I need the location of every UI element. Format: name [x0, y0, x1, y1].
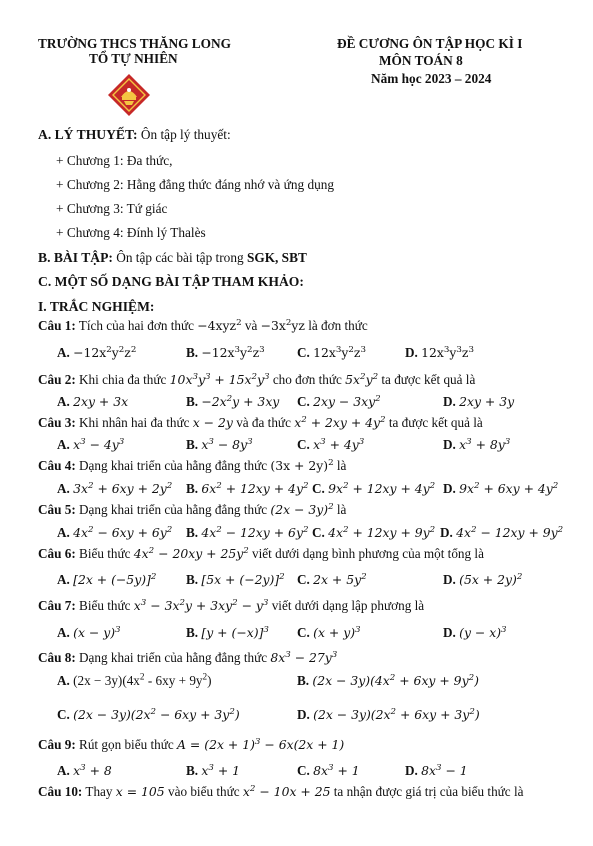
question-text: Rút gọn biểu thức — [79, 737, 174, 752]
exercises-line — [38, 250, 307, 266]
option-label: A. — [57, 625, 70, 640]
option-label: C. — [57, 707, 70, 722]
option-label: A. — [57, 437, 70, 452]
option-label: C. — [312, 481, 325, 496]
math-expr: $5x^2y^2$ — [345, 371, 379, 387]
option-label: A. — [57, 525, 70, 540]
option-label: A. — [57, 481, 70, 496]
option-label: C. — [297, 763, 310, 778]
option-a[interactable]: A. $4x^2 - 6xy + 6y^2$ — [57, 524, 173, 540]
option-label: B. — [186, 525, 199, 540]
question-label: Câu 5: — [38, 502, 76, 517]
option-label: D. — [297, 707, 310, 722]
school-year: Năm học 2023 – 2024 — [371, 71, 492, 86]
question-text: Dạng khai triển của hằng đẳng thức — [79, 458, 268, 473]
question-label: Câu 8: — [38, 650, 76, 665]
subject-title: MÔN TOÁN 8 — [379, 53, 463, 68]
option-a[interactable]: A. $(x - y)^3$ — [57, 624, 121, 640]
option-a[interactable]: A. $x^3 - 4y^3$ — [57, 436, 125, 452]
option-b[interactable]: B. $[y + (-x)]^3$ — [186, 624, 269, 640]
option-a[interactable]: A. $(2x - 3y)(4x^2 - 6xy + 9y^2)$ — [57, 671, 212, 688]
option-d[interactable]: D. $12x^3y^3z^3$ — [405, 344, 474, 360]
option-b[interactable]: B. $(2x - 3y)(4x^2 + 6xy + 9y^2)$ — [297, 672, 479, 688]
option-label: C. — [297, 437, 310, 452]
question-text: và đa thức — [236, 415, 291, 430]
question-text: ta nhận được giá trị của biểu thức là — [333, 784, 524, 799]
question-text: Tích của hai đơn thức — [78, 318, 194, 333]
option-label: B. — [186, 572, 199, 587]
question-text: Biểu thức — [79, 598, 131, 613]
option-d[interactable]: D. $9x^2 + 6xy + 4y^2$ — [443, 480, 559, 496]
theory-item: + Chương 2: Hằng đẳng thức đáng nhớ và ứng dụng — [56, 177, 335, 192]
question-text: là — [336, 458, 347, 473]
option-d[interactable]: D. $(5x + 2y)^2$ — [443, 571, 523, 587]
option-label: A. — [57, 345, 70, 360]
option-b[interactable]: B. $6x^2 + 12xy + 4y^2$ — [186, 480, 309, 496]
option-c[interactable]: C. $2x + 5y^2$ — [297, 571, 367, 587]
question-label: Câu 7: — [38, 598, 76, 613]
option-label: D. — [440, 525, 453, 540]
question-6 — [38, 546, 484, 562]
exercises-heading: B. BÀI TẬP: — [38, 250, 113, 265]
option-b[interactable]: B. $x^3 + 1$ — [186, 762, 241, 778]
question-label: Câu 3: — [38, 415, 76, 430]
option-d[interactable]: D. $8x^3 - 1$ — [405, 762, 468, 778]
question-9 — [38, 737, 344, 753]
question-3 — [38, 415, 483, 431]
math-expr: $8x^3 - 27y^3$ — [270, 649, 338, 665]
theory-line — [38, 127, 231, 143]
question-text: ta được kết quả là — [388, 415, 483, 430]
question-text: Thay — [85, 784, 113, 799]
option-label: C. — [297, 394, 310, 409]
option-b[interactable]: B. $-2x^2y + 3xy$ — [186, 393, 280, 409]
option-label: A. — [57, 763, 70, 778]
option-label: B. — [186, 345, 199, 360]
question-text: ta được kết quả là — [381, 372, 476, 387]
doc-title: ĐỀ CƯƠNG ÔN TẬP HỌC KÌ I — [337, 36, 523, 51]
option-label: D. — [443, 481, 456, 496]
question-1 — [38, 318, 368, 334]
option-label: B. — [297, 673, 310, 688]
option-label: C. — [297, 345, 310, 360]
option-a[interactable]: A. 2xy + 3x — [57, 394, 129, 409]
option-c[interactable]: C. $(2x - 3y)(2x^2 - 6xy + 3y^2)$ — [57, 706, 240, 722]
option-b[interactable]: B. $x^3 - 8y^3$ — [186, 436, 253, 452]
question-text: Biểu thức — [79, 546, 131, 561]
school-logo — [107, 73, 151, 117]
question-text: là đơn thức — [308, 318, 368, 333]
math-expr: $4x^2 - 20xy + 25y^2$ — [133, 545, 249, 561]
option-c[interactable]: C. $(x + y)^3$ — [297, 624, 361, 640]
option-d[interactable]: D. $(y - x)^3$ — [443, 624, 507, 640]
math-expr: x = 105 — [115, 784, 165, 799]
option-c[interactable]: C. $2xy - 3xy^2$ — [297, 393, 381, 409]
question-5 — [38, 502, 346, 518]
mcq-heading: I. TRẮC NGHIỆM: — [38, 299, 155, 314]
question-label: Câu 1: — [38, 318, 76, 333]
option-c[interactable]: C. $8x^3 + 1$ — [297, 762, 360, 778]
option-label: D. — [443, 625, 456, 640]
option-label: D. — [443, 437, 456, 452]
school-name: TRƯỜNG THCS THĂNG LONG — [38, 36, 231, 51]
option-label: B. — [186, 394, 199, 409]
option-c[interactable]: C. $12x^3y^2z^3$ — [297, 344, 366, 360]
question-label: Câu 6: — [38, 546, 76, 561]
question-text: Khi chia đa thức — [79, 372, 167, 387]
math-expr: $-3x^2yz$ — [260, 317, 305, 333]
question-text: cho đơn thức — [272, 372, 342, 387]
option-c[interactable]: C. $9x^2 + 12xy + 4y^2$ — [312, 480, 436, 496]
question-label: Câu 2: — [38, 372, 76, 387]
option-label: A. — [57, 572, 70, 587]
question-text: vào biểu thức — [168, 784, 240, 799]
option-label: B. — [186, 481, 199, 496]
math-expr: $(2x - 3y)^2$ — [270, 501, 334, 517]
option-c[interactable]: C. $x^3 + 4y^3$ — [297, 436, 365, 452]
question-text: là — [336, 502, 347, 517]
question-text: Dạng khai triển của hằng đẳng thức — [79, 650, 268, 665]
theory-intro: Ôn tập lý thuyết: — [140, 127, 231, 142]
theory-heading: A. LÝ THUYẾT: — [38, 127, 138, 142]
math-expr: $(3x + 2y)^2$ — [270, 457, 334, 473]
question-8 — [38, 650, 337, 666]
option-label: C. — [312, 525, 325, 540]
theory-item: + Chương 1: Đa thức, — [56, 153, 173, 168]
option-c[interactable]: C. $4x^2 + 12xy + 9y^2$ — [312, 524, 436, 540]
question-label: Câu 4: — [38, 458, 76, 473]
option-b[interactable]: B. $4x^2 - 12xy + 6y^2$ — [186, 524, 309, 540]
exercises-text: Ôn tập các bài tập trong — [116, 250, 244, 265]
question-text: và — [244, 318, 258, 333]
question-text: viết dưới dạng bình phương của một tổng là — [252, 546, 484, 561]
theory-item: + Chương 4: Đính lý Thalès — [56, 225, 206, 240]
option-label: D. — [405, 345, 418, 360]
option-a[interactable]: A. $-12x^2y^2z^2$ — [57, 344, 137, 360]
option-d[interactable]: D. 2xy + 3y — [443, 394, 515, 409]
option-label: B. — [186, 437, 199, 452]
option-b[interactable]: B. $[5x + (-2y)]^2$ — [186, 571, 285, 587]
option-label: C. — [297, 625, 310, 640]
question-2 — [38, 372, 475, 388]
option-label: A. — [57, 673, 70, 688]
question-label: Câu 9: — [38, 737, 76, 752]
math-expr: $10x^3y^3 + 15x^2y^3$ — [169, 371, 270, 387]
question-label: Câu 10: — [38, 784, 83, 799]
question-text: Dạng khai triển của hằng đẳng thức — [79, 502, 268, 517]
option-b[interactable]: B. $-12x^3y^2z^3$ — [186, 344, 265, 360]
question-10 — [38, 784, 523, 800]
math-expr: x − 2y — [192, 415, 233, 430]
math-expr: $x^3 - 3x^2y + 3xy^2 - y^3$ — [133, 597, 269, 613]
question-text: Khi nhân hai đa thức — [79, 415, 190, 430]
option-label: C. — [297, 572, 310, 587]
math-expr: $A = (2x + 1)^3 - 6x(2x + 1)$ — [177, 736, 345, 752]
option-a[interactable]: A. $[2x + (-5y)]^2$ — [57, 571, 157, 587]
option-label: A. — [57, 394, 70, 409]
question-4 — [38, 458, 346, 474]
option-label: D. — [443, 572, 456, 587]
question-text: viết dưới dạng lập phương là — [271, 598, 425, 613]
math-expr: $x^2 + 2xy + 4y^2$ — [294, 414, 386, 430]
option-label: B. — [186, 625, 199, 640]
math-expr: $x^2 - 10x + 25$ — [242, 783, 331, 799]
question-7 — [38, 598, 424, 614]
option-a[interactable]: A. $3x^2 + 6xy + 2y^2$ — [57, 480, 173, 496]
option-d[interactable]: D. $x^3 + 8y^3$ — [443, 436, 511, 452]
option-d[interactable]: D. $(2x - 3y)(2x^2 + 6xy + 3y^2)$ — [297, 706, 480, 722]
group-name: TỔ TỰ NHIÊN — [89, 51, 178, 66]
reference-heading: C. MỘT SỐ DẠNG BÀI TẬP THAM KHẢO: — [38, 274, 304, 289]
option-label: D. — [405, 763, 418, 778]
option-label: B. — [186, 763, 199, 778]
option-d[interactable]: D. $4x^2 - 12xy + 9y^2$ — [440, 524, 564, 540]
math-expr: −4xyz$^2$ — [197, 317, 242, 333]
exercises-books: SGK, SBT — [246, 250, 307, 265]
theory-item: + Chương 3: Tứ giác — [56, 201, 168, 216]
option-label: D. — [443, 394, 456, 409]
option-a[interactable]: A. $x^3 + 8$ — [57, 762, 112, 778]
